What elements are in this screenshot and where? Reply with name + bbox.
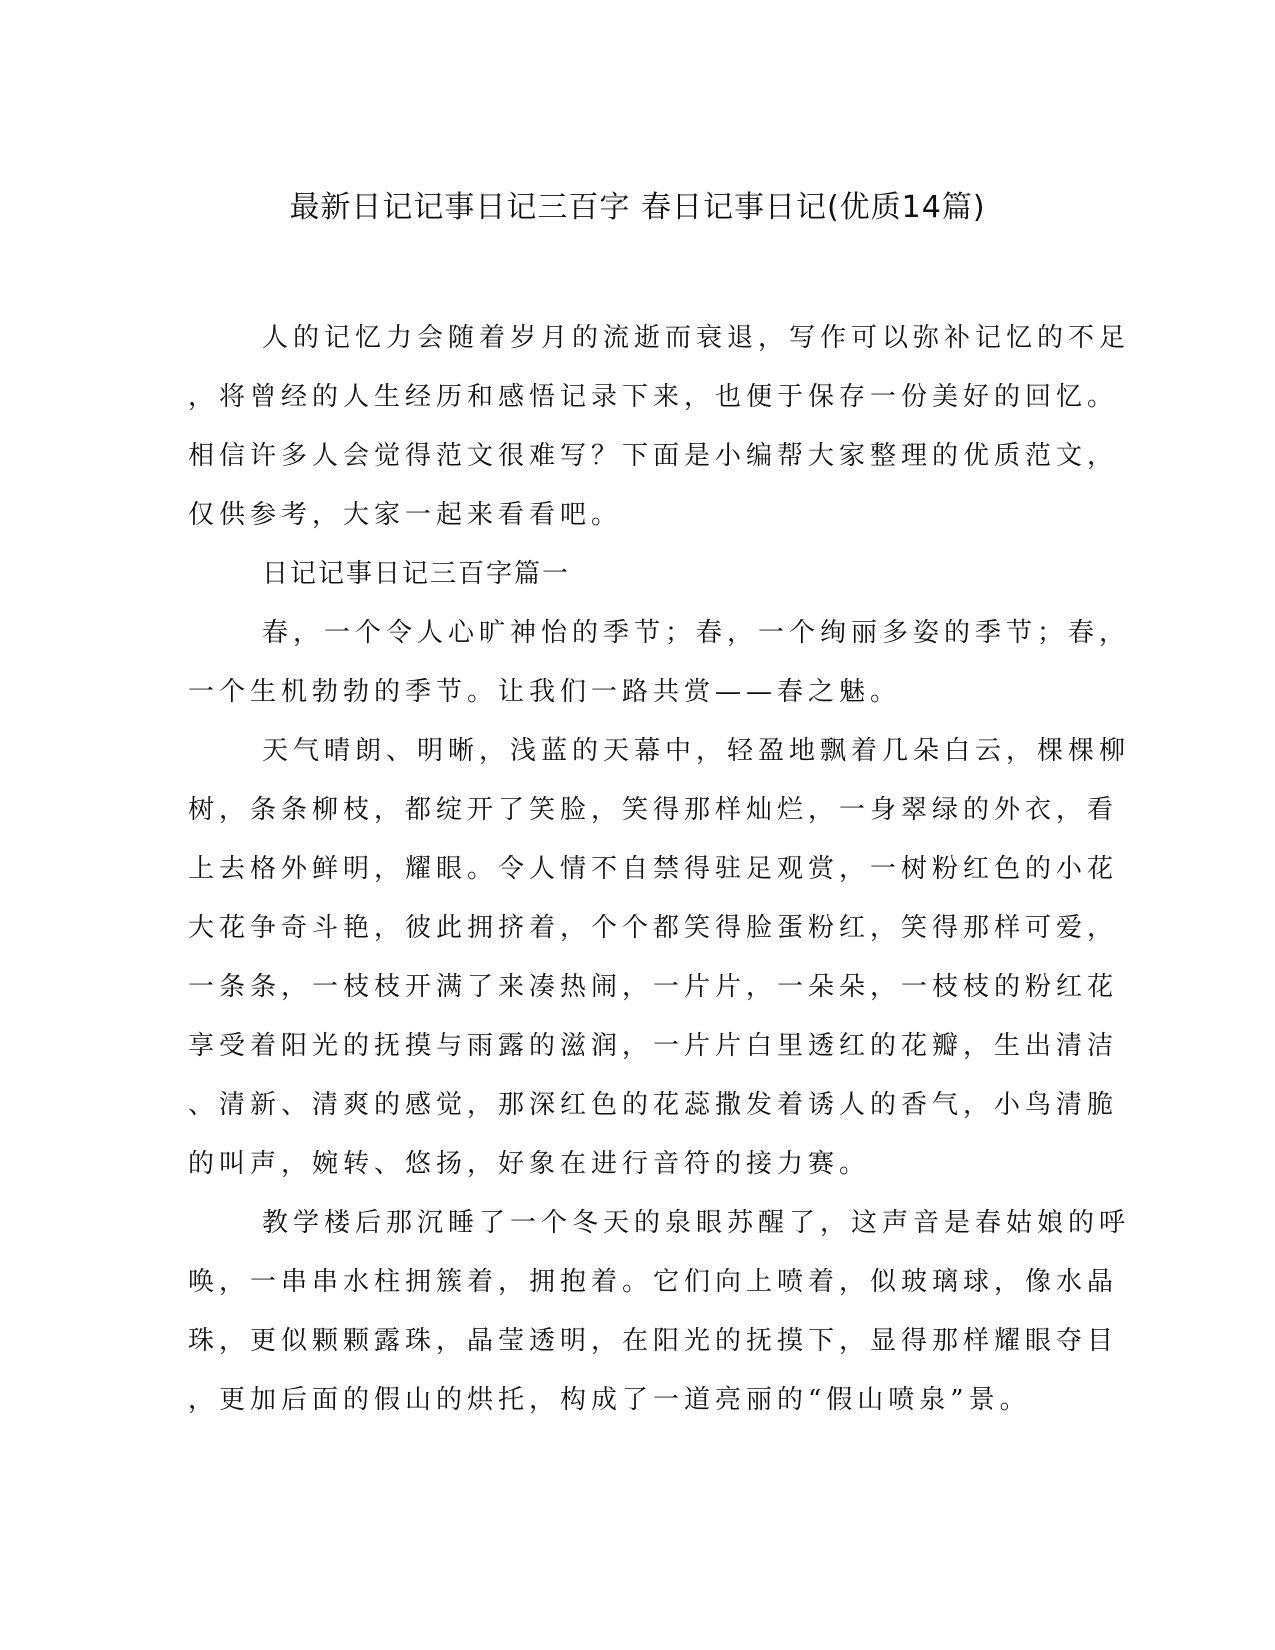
paragraph-line: 唤，一串串水柱拥簇着，拥抱着。它们向上喷着，似玻璃球，像水晶 xyxy=(188,1267,1119,1297)
section-heading: 日记记事日记三百字篇一 xyxy=(262,559,571,589)
paragraph-line: 上去格外鲜明，耀眼。令人情不自禁得驻足观赏，一树粉红色的小花 xyxy=(188,854,1119,884)
document-title: 最新日记记事日记三百字 春日记事日记(优质14篇) xyxy=(289,190,986,225)
paragraph-line: 的叫声，婉转、悠扬，好象在进行音符的接力赛。 xyxy=(188,1149,871,1179)
paragraph-line: 、清新、清爽的感觉，那深红色的花蕊撒发着诱人的香气，小鸟清脆 xyxy=(188,1090,1119,1120)
paragraph-line: 享受着阳光的抚摸与雨露的滋润，一片片白里透红的花瓣，生出清洁 xyxy=(188,1031,1119,1061)
paragraph-line: 树，条条柳枝，都绽开了笑脸，笑得那样灿烂，一身翠绿的外衣，看 xyxy=(188,795,1119,825)
paragraph-line: 大花争奇斗艳，彼此拥挤着，个个都笑得脸蛋粉红，笑得那样可爱， xyxy=(188,913,1119,943)
paragraph-line: 教学楼后那沉睡了一个冬天的泉眼苏醒了，这声音是春姑娘的呼 xyxy=(262,1208,1131,1238)
paragraph-line: 一条条，一枝枝开满了来凑热闹，一片片，一朵朵，一枝枝的粉红花 xyxy=(188,972,1119,1002)
paragraph-line: 一个生机勃勃的季节。让我们一路共赏——春之魅。 xyxy=(188,677,902,707)
paragraph-line: 春，一个令人心旷神怡的季节；春，一个绚丽多姿的季节；春， xyxy=(262,618,1131,648)
paragraph-line: 仅供参考，大家一起来看看吧。 xyxy=(188,500,623,530)
paragraph-line: 珠，更似颗颗露珠，晶莹透明，在阳光的抚摸下，显得那样耀眼夺目 xyxy=(188,1326,1119,1356)
paragraph-line: 人的记忆力会随着岁月的流逝而衰退，写作可以弥补记忆的不足 xyxy=(262,323,1131,353)
paragraph-line: 相信许多人会觉得范文很难写？下面是小编帮大家整理的优质范文， xyxy=(188,441,1119,471)
paragraph-line: ，将曾经的人生经历和感悟记录下来，也便于保存一份美好的回忆。 xyxy=(188,382,1119,412)
paragraph-line: ，更加后面的假山的烘托，构成了一道亮丽的“假山喷泉”景。 xyxy=(188,1385,1031,1415)
paragraph-line: 天气晴朗、明晰，浅蓝的天幕中，轻盈地飘着几朵白云，棵棵柳 xyxy=(262,736,1131,766)
